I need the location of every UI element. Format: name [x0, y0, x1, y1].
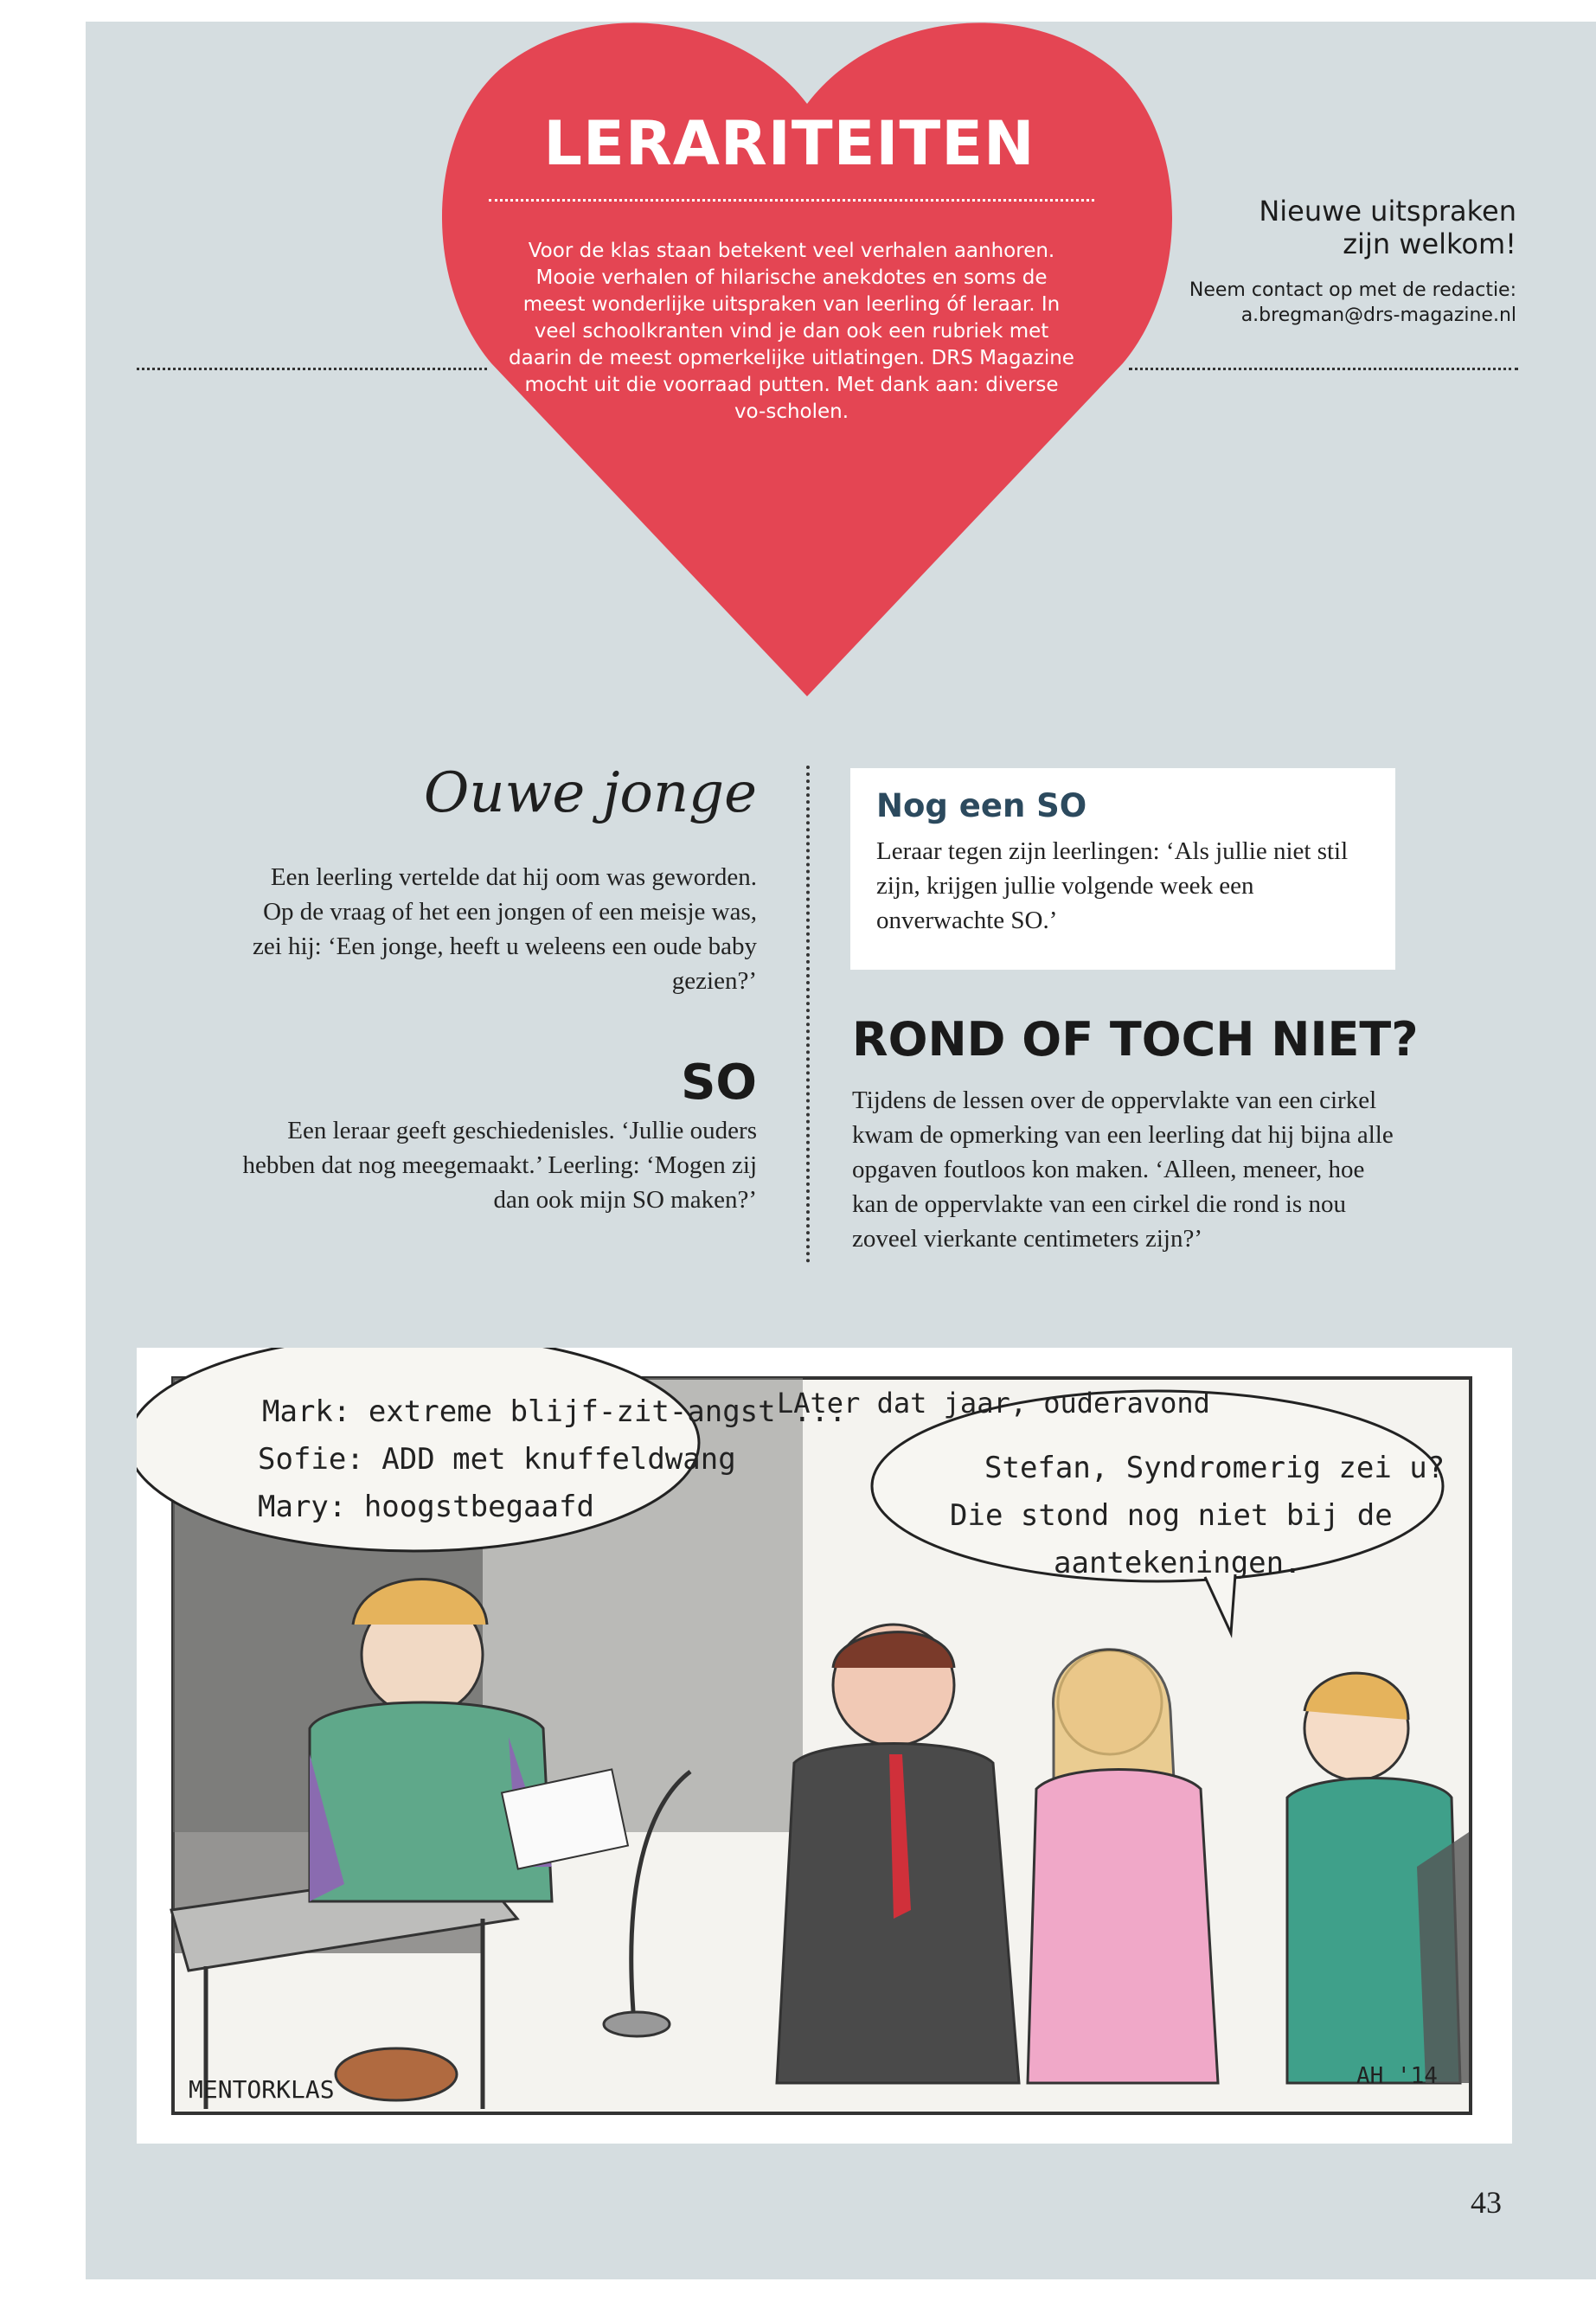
invite-block — [1067, 195, 1516, 328]
page-title: LERARITEITEN — [543, 108, 1035, 179]
ouwe-jonge-text: Een leerling vertelde dat hij oom was geworden. Op de vraag of het een jongen of een meisje was, zei hij: ‘Een jonge, heeft u weleens een oude baby gezien?’ — [253, 863, 757, 995]
invite-contact: Neem contact op met de redactie: — [1189, 279, 1516, 301]
bubble-left-line-2: Sofie: ADD met knuffeldwang — [258, 1442, 736, 1477]
cartoon-frame — [137, 1348, 1512, 2144]
intro-text: Voor de klas staan betekent veel verhalen aanhoren. Mooie verhalen of hilarische anekdotes en soms de meest wonderlijke uitspraken van leerling óf leraar. In veel schoolkranten vind je dan ook een rubriek met daarin de meest opmerkelijke uitlatingen. DRS Magazine mocht uit die voorraad putten. Met dank aan: diverse vo-scholen. — [509, 240, 1074, 423]
rond-text: Tijdens de lessen over de oppervlakte van een cirkel kwam de opmerking van een leerling dat hij bijna alle opgaven foutloos kon maken. ‘Alleen, meneer, hoe kan de oppervlakte van een cirkel die rond is nou zoveel vierkante centimeters zijn?’ — [852, 1086, 1394, 1253]
cartoon-signature: AH '14 — [1356, 2063, 1438, 2089]
caption-top: LAter dat jaar, ouderavond — [777, 1387, 1210, 1420]
bubble-right-line-1: Stefan, Syndromerig zei u? — [984, 1451, 1445, 1485]
invite-line-2: zijn welkom! — [1343, 228, 1516, 260]
nog-een-so-box — [850, 768, 1395, 970]
page-number: 43 — [1471, 2185, 1502, 2220]
cartoon-label: MENTORKLAS — [189, 2075, 335, 2104]
so-title: SO — [681, 1054, 757, 1111]
invite-line-1: Nieuwe uitspraken — [1259, 195, 1516, 228]
title-divider — [489, 199, 1094, 202]
nog-een-so-text: Leraar tegen zijn leerlingen: ‘Als jullie niet stil zijn, krijgen jullie volgende week een onverwachte SO.’ — [876, 837, 1349, 934]
nog-een-so-title: Nog een SO — [876, 787, 1087, 824]
left-column — [242, 761, 757, 1217]
right-divider — [1129, 368, 1518, 370]
left-divider — [137, 368, 487, 370]
cartoon-drawing — [137, 1348, 1512, 2144]
bubble-right-line-3: aantekeningen. — [1054, 1546, 1302, 1580]
invite-email[interactable]: a.bregman@drs-magazine.nl — [1240, 304, 1516, 326]
rond-title: ROND OF TOCH NIET? — [852, 1012, 1419, 1067]
ouwe-jonge-title: Ouwe jonge — [423, 761, 757, 825]
bubble-right-line-2: Die stond nog niet bij de — [950, 1498, 1393, 1533]
so-text: Een leraar geeft geschiedenisles. ‘Jullie ouders hebben dat nog meegemaakt.’ Leerling: ‘Mogen zij dan ook mijn SO maken?’ — [242, 1117, 757, 1214]
bubble-left-line-3: Mary: hoogstbegaafd — [258, 1490, 594, 1524]
column-separator — [806, 766, 810, 1263]
bubble-left-line-1: Mark: extreme blijf-zit-angst ... — [262, 1394, 847, 1429]
